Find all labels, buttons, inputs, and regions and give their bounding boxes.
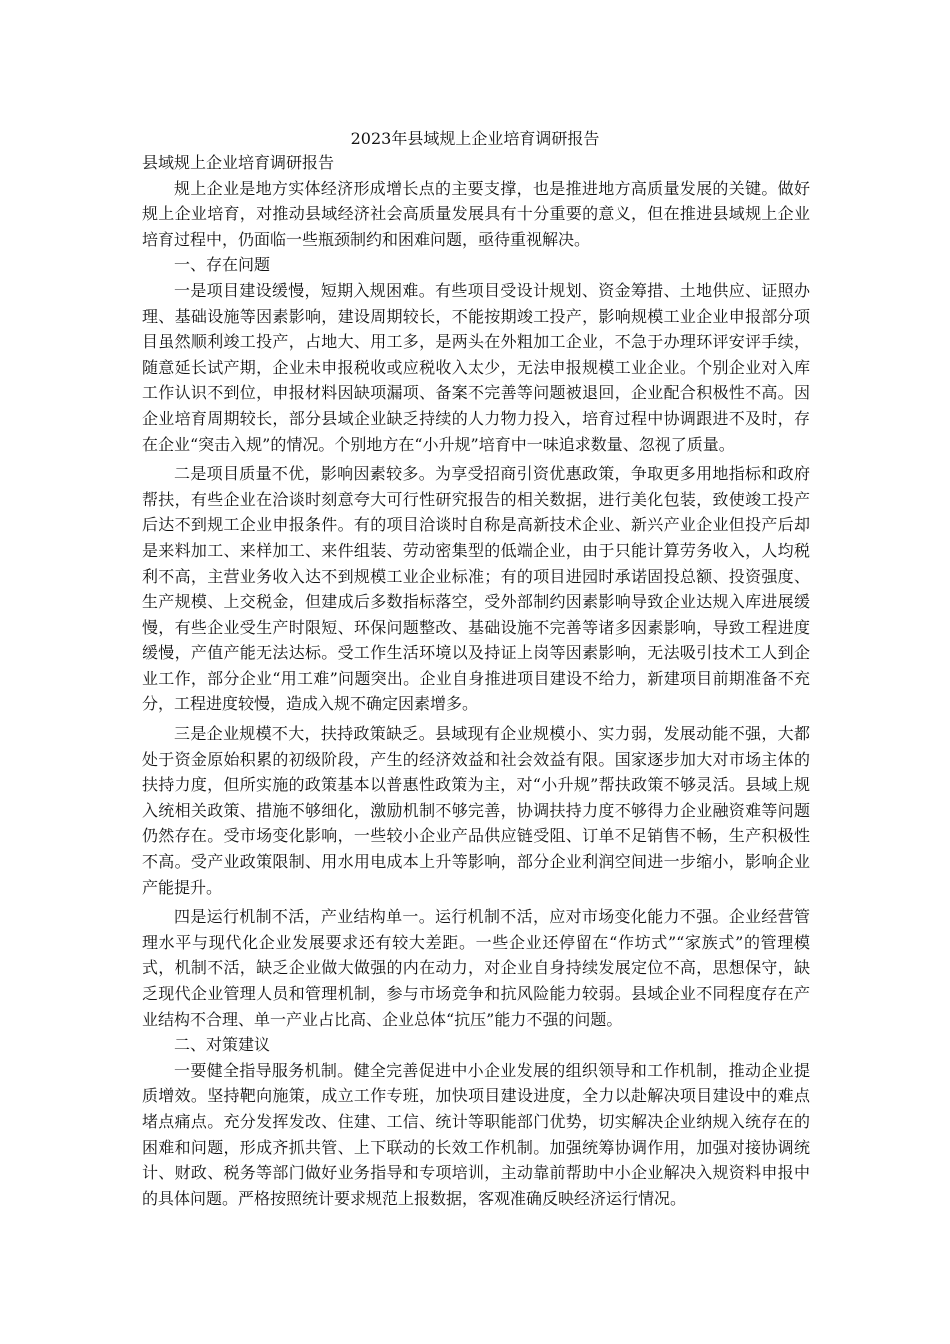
document-title: 2023年县域规上企业培育调研报告 [350, 129, 600, 148]
paragraph-suggestion-1: 一要健全指导服务机制。健全完善促进中小企业发展的组织领导和工作机制，推动企业提质增效。坚持靶向施策，成立工作专班，加快项目建设进度，全力以赴解决项目建设中的难点堵点痛点。充分发挥发改、住建、工信、统计等职能部门优势，切实解决企业纳规入统存在的困难和问题，形成齐抓共管、上下联动的长效工作机制。加强统筹协调作用，加强对接协调统计、财政、税务等部门做好业务指导和专项培训，主动靠前帮助中小企业解决入规资料申报中的具体问题。严格按照统计要求规范上报数据，客观准确反映经济运行情况。 [142, 1060, 810, 1208]
paragraph-problem-1: 一是项目建设缓慢，短期入规困难。有些项目受设计规划、资金筹措、土地供应、证照办理、基础设施等因素影响，建设周期较长，不能按期竣工投产，影响规模工业企业申报部分项目虽然顺利竣工投产，占地大、用工多，是两头在外粗加工企业，不急于办理环评安评手续，随意延长试产期，企业未申报税收或应税收入太少，无法申报规模工业企业。个别企业对入库工作认识不到位，申报材料因缺项漏项、备案不完善等问题被退回，企业配合积极性不高。因企业培育周期较长，部分县域企业缺乏持续的人力物力投入，培育过程中协调跟进不及时，存在企业“突击入规”的情况。个别地方在“小升规”培育中一味追求数量、忽视了质量。 [142, 280, 810, 454]
paragraph-problem-4: 四是运行机制不活，产业结构单一。运行机制不活，应对市场变化能力不强。企业经营管理水平与现代化企业发展要求还有较大差距。一些企业还停留在“作坊式”“家族式”的管理模式，机制不活，缺乏企业做大做强的内在动力，对企业自身持续发展定位不高，思想保守，缺乏现代企业管理人员和管理机制，参与市场竞争和抗风险能力较弱。县域企业不同程度存在产业结构不合理、单一产业占比高、企业总体“抗压”能力不强的问题。 [142, 907, 810, 1029]
section-heading-problems: 一、存在问题 [174, 255, 271, 275]
section-heading-suggestions: 二、对策建议 [174, 1035, 271, 1055]
paragraph-problem-3: 三是企业规模不大，扶持政策缺乏。县域现有企业规模小、实力弱，发展动能不强，大都处于资金原始积累的初级阶段，产生的经济效益和社会效益有限。国家逐步加大对市场主体的扶持力度，但所实施的政策基本以普惠性政策为主，对“小升规”帮扶政策不够灵活。县域上规入统相关政策、措施不够细化，激励机制不够完善，协调扶持力度不够得力企业融资难等问题仍然存在。受市场变化影响，一些较小企业产品供应链受阻、订单不足销售不畅，生产积极性不高。受产业政策限制、用水用电成本上升等影响，部分企业利润空间进一步缩小，影响企业产能提升。 [142, 724, 810, 897]
document-subtitle: 县域规上企业培育调研报告 [142, 153, 335, 172]
paragraph-problem-2: 二是项目质量不优，影响因素较多。为享受招商引资优惠政策，争取更多用地指标和政府帮扶，有些企业在洽谈时刻意夸大可行性研究报告的相关数据，进行美化包装，致使竣工投产后达不到规工企业申报条件。有的项目洽谈时自称是高新技术企业、新兴产业企业但投产后却是来料加工、来样加工、来件组装、劳动密集型的低端企业，由于只能计算劳务收入，人均税利不高，主营业务收入达不到规模工业企业标准；有的项目进园时承诺固投总额、投资强度、生产规模、上交税金，但建成后多数指标落空，受外部制约因素影响导致企业达规入库进展缓慢，有些企业受生产时限短、环保问题整改、基础设施不完善等诸多因素影响，导致工程进度缓慢，产值产能无法达标。受工作生活环境以及持证上岗等因素影响，无法吸引技术工人到企业工作，部分企业“用工难”问题突出。企业自身推进项目建设不给力，新建项目前期准备不充分，工程进度较慢，造成入规不确定因素增多。 [142, 464, 810, 714]
document-body [142, 150, 810, 1211]
intro-paragraph: 规上企业是地方实体经济形成增长点的主要支撑，也是推进地方高质量发展的关键。做好规上企业培育，对推动县域经济社会高质量发展具有十分重要的意义，但在推进县域规上企业培育过程中，仍面临一些瓶颈制约和困难问题，亟待重视解决。 [142, 178, 810, 249]
